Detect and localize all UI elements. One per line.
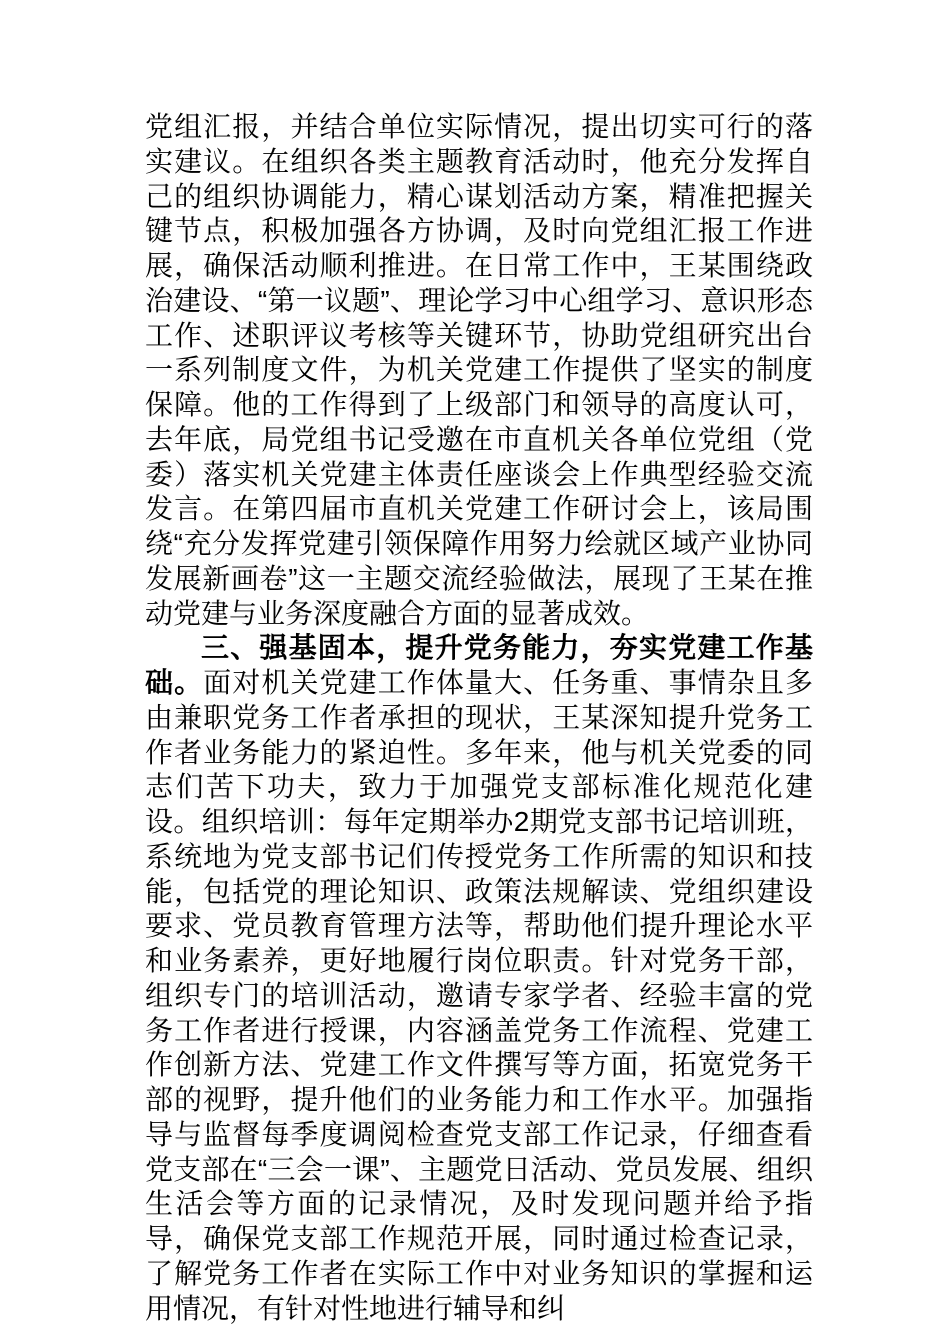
text-block xyxy=(145,110,813,1326)
paragraph-section-three xyxy=(145,631,813,1326)
paragraph-continuation xyxy=(145,110,813,631)
body-text-run: 党组汇报，并结合单位实际情况，提出切实可行的落实建议。在组织各类主题教育活动时，他充分发挥自己的组织协调能力，精心谋划活动方案，精准把握关键节点，积极加强各方协调，及时向党组汇报工作进展，确保活动顺利推进。在日常工作中，王某围绕政治建设、“第一议题”、理论学习中心组学习、意识形态工作、述职评议考核等关键环节，协助党组研究出台一系列制度文件，为机关党建工作提供了坚实的制度保障。他的工作得到了上级部门和领导的高度认可，去年底，局党组书记受邀在市直机关各单位党组（党委）落实机关党建主体责任座谈会上作典型经验交流发言。在第四届市直机关党建工作研讨会上，该局围绕“充分发挥党建引领保障作用努力绘就区域产业协同发展新画卷”这一主题交流经验做法，展现了王某在推动党建与业务深度融合方面的显著成效。 xyxy=(145,111,813,629)
body-text-run: 面对机关党建工作体量大、任务重、事情杂且多由兼职党务工作者承担的现状，王某深知提升党务工作者业务能力的紧迫性。多年来，他与机关党委的同志们苦下功夫，致力于加强党支部标准化规范化建设。组织培训：每年定期举办2期党支部书记培训班，系统地为党支部书记们传授党务工作所需的知识和技能，包括党的理论知识、政策法规解读、党组织建设要求、党员教育管理方法等，帮助他们提升理论水平和业务素养，更好地履行岗位职责。针对党务干部，组织专门的培训活动，邀请专家学者、经验丰富的党务工作者进行授课，内容涵盖党务工作流程、党建工作创新方法、党建工作文件撰写等方面，拓宽党务干部的视野，提升他们的业务能力和工作水平。加强指导与监督每季度调阅检查党支部工作记录，仔细查看党支部在“三会一课”、主题党日活动、党员发展、组织生活会等方面的记录情况，及时发现问题并给予指导，确保党支部工作规范开展，同时通过检查记录，了解党务工作者在实际工作中对业务知识的掌握和运用情况，有针对性地进行辅导和纠 xyxy=(145,667,813,1324)
section-heading-text: 三、强基固本，提升党务能力，夯实党建工作基础。 xyxy=(145,632,813,698)
